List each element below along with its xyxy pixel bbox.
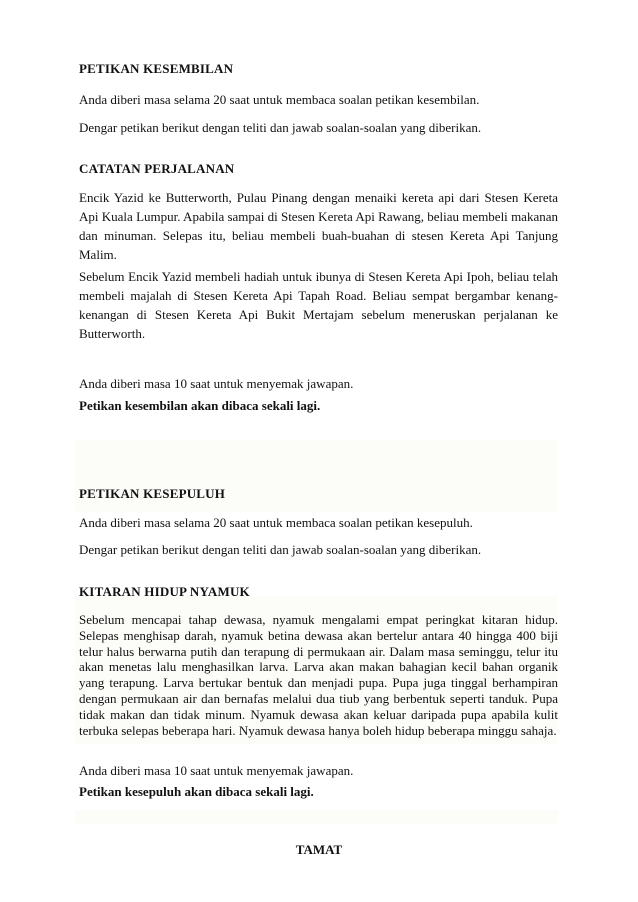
section10-instruction-read: Anda diberi masa selama 20 saat untuk membaca soalan petikan kesepuluh. — [79, 515, 473, 530]
shaded-band-bottom — [75, 810, 558, 824]
section9-instruction-read: Anda diberi masa selama 20 saat untuk membaca soalan petikan kesembilan. — [79, 92, 480, 107]
section9-paragraph-1: Encik Yazid ke Butterworth, Pulau Pinang dengan menaiki kereta api dari Stesen Kereta Api Kuala Lumpur. Apabila sampai di Stesen Kereta Api Rawang, beliau membeli makanan dan minuman. Selepas itu, beliau membeli buah-buahan di stesen Kereta Api Tanjung Malim. — [79, 190, 558, 262]
section9-answer-time: Anda diberi masa 10 saat untuk menyemak jawapan. — [79, 376, 354, 391]
end-marker: TAMAT — [295, 842, 343, 857]
section10-paragraph-1: Sebelum mencapai tahap dewasa, nyamuk mengalami empat peringkat kitaran hidup. Selepas menghisap darah, nyamuk betina dewasa akan bertelur antara 40 hingga 400 biji telur halus berwarna putih dan terapung di permukaan air. Dalam masa seminggu, telur itu akan menetas lalu menghasilkan larva. Larva akan makan bahagian kecil bahan organik yang terapung. Larva bertukar bentuk dan menjadi pupa. Pupa juga tinggal berhampiran dengan permukaan air dan bernafas melalui dua tiub yang berbentuk seperti tanduk. Pupa tidak makan dan tidak minum. Nyamuk dewasa akan keluar daripada pupa apabila kulit terbuka selepas beberapa hari. Nyamuk dewasa hanya boleh hidup beberapa minggu sahaja. — [79, 612, 558, 738]
section9-instruction-listen: Dengar petikan berikut dengan teliti dan jawab soalan-soalan yang diberikan. — [79, 120, 482, 135]
section10-passage-title: KITARAN HIDUP NYAMUK — [79, 584, 250, 599]
section10-repeat-note: Petikan kesepuluh akan dibaca sekali lagi. — [79, 784, 314, 799]
section9-repeat-note: Petikan kesembilan akan dibaca sekali lagi. — [79, 398, 321, 413]
section10-instruction-listen: Dengar petikan berikut dengan teliti dan jawab soalan-soalan yang diberikan. — [79, 542, 482, 557]
section9-paragraph-2: Sebelum Encik Yazid membeli hadiah untuk ibunya di Stesen Kereta Api Ipoh, beliau telah membeli majalah di Stesen Kereta Api Tapah Road. Beliau sempat bergambar kenang-kenangan di Stesen Kereta Api Bukit Mertajam sebelum meneruskan perjalanan ke Butterworth. — [79, 269, 558, 341]
section9-title: PETIKAN KESEMBILAN — [79, 61, 234, 76]
section10-answer-time: Anda diberi masa 10 saat untuk menyemak jawapan. — [79, 763, 354, 778]
section9-passage-title: CATATAN PERJALANAN — [79, 161, 235, 176]
section10-title: PETIKAN KESEPULUH — [79, 486, 226, 501]
